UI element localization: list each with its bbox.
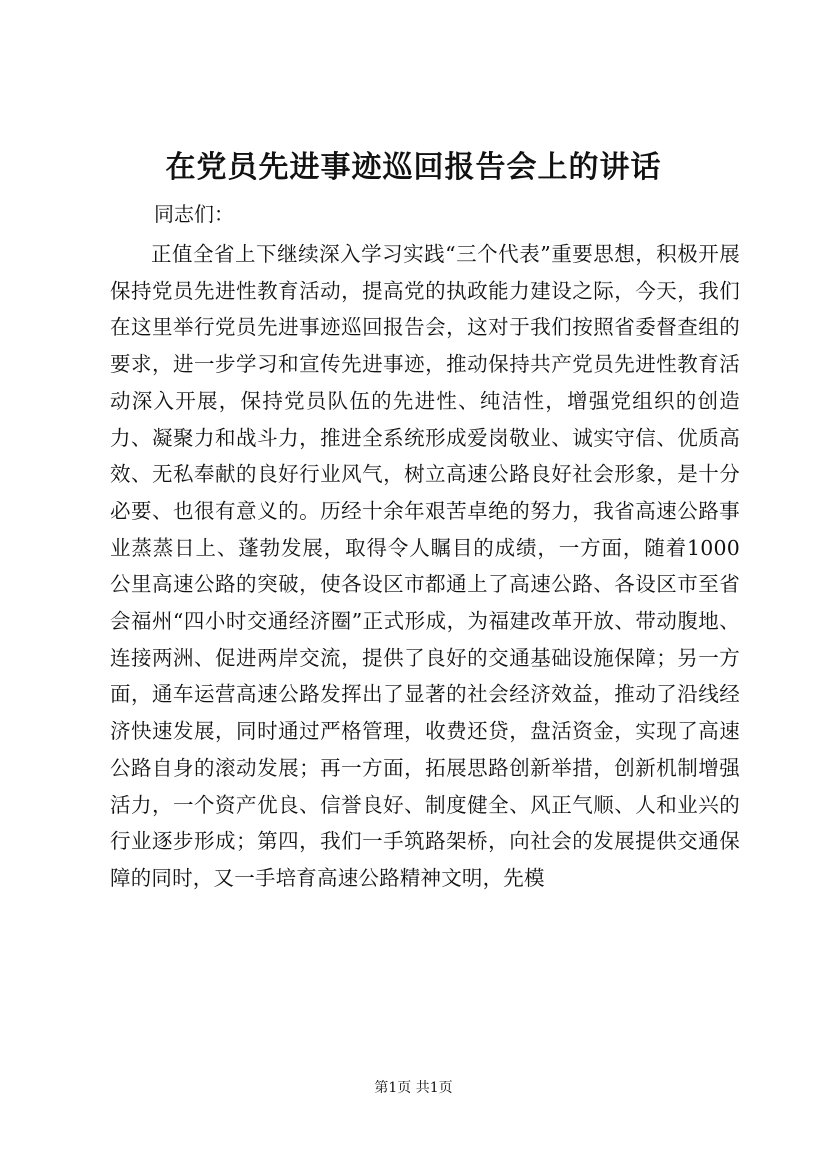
page-number-footer: 第1页 共1页 [374,1080,453,1096]
document-title: 在党员先进事迹巡回报告会上的讲话 [165,150,662,185]
salutation: 同志们： [154,202,234,226]
body-paragraph: 正值全省上下继续深入学习实践“三个代表”重要思想，积极开展保持党员先进性教育活动，提高党的执政能力建设之际，今天，我们在这里举行党员先进事迹巡回报告会，这对于我们按照省委督查组的要求，进一步学习和宣传先进事迹，推动保持共产党员先进性教育活动深入开展，保持党员队伍的先进性、纯洁性，增强党组织的创造力、凝聚力和战斗力，推进全系统形成爱岗敬业、诚实守信、优质高效、无私奉献的良好行业风气，树立高速公路良好社会形象，是十分必要、也很有意义的。历经十余年艰苦卓绝的努力，我省高速公路事业蒸蒸日上、蓬勃发展，取得令人瞩目的成绩，一方面，随着1000公里高速公路的突破，使各设区市都通上了高速公路、各设区市至省会福州“四小时交通经济圈”正式形成，为福建改革开放、带动腹地、连接两洲、促进两岸交流，提供了良好的交通基础设施保障；另一方面，通车运营高速公路发挥出了显著的社会经济效益，推动了沿线经济快速发展，同时通过严格管理，收费还贷，盘活资金，实现了高速公路自身的滚动发展；再一方面，拓展思路创新举措，创新机制增强活力，一个资产优良、信誉良好、制度健全、风正气顺、人和业兴的行业逐步形成；第四，我们一手筑路架桥，向社会的发展提供交通保障的同时，又一手培育高速公路精神文明，先模 [110,242,740,890]
